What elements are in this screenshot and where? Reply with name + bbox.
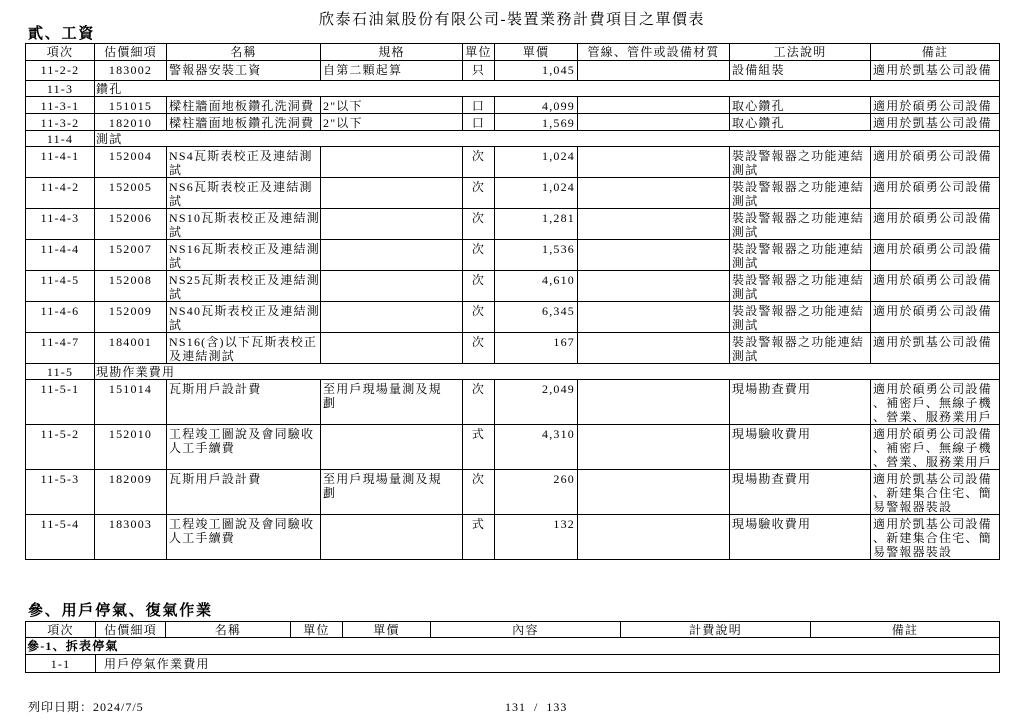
table-row <box>26 61 1000 81</box>
group-row <box>26 131 1000 147</box>
table-header-row <box>26 44 1000 61</box>
item-name-cell: NS40瓦斯表校正及連結測試 <box>167 302 321 333</box>
item-number-cell: 11-2-2 <box>26 61 95 81</box>
estimate-code-cell: 182010 <box>95 114 167 131</box>
method-description-cell: 裝設警報器之功能連結測試 <box>730 209 871 240</box>
remarks-cell: 適用於碩勇公司設備、補密戶、無線子機、營業、服務業用戶 <box>871 380 1000 425</box>
estimate-code-cell: 183002 <box>95 61 167 81</box>
method-description-cell: 現場勘查費用 <box>730 470 871 515</box>
material-cell <box>578 333 730 364</box>
group-number-cell: 11-5 <box>26 364 95 380</box>
remarks-cell: 適用於碩勇公司設備 <box>871 97 1000 114</box>
column-header-unit: 單位 <box>463 44 495 61</box>
item-number-cell: 11-5-4 <box>26 515 95 560</box>
remarks-cell: 適用於碩勇公司設備 <box>871 209 1000 240</box>
item-name-cell: NS16瓦斯表校正及連結測試 <box>167 240 321 271</box>
unit-price-cell: 4,610 <box>495 271 578 302</box>
remarks-cell: 適用於凱基公司設備 <box>871 114 1000 131</box>
unit-price-cell: 1,536 <box>495 240 578 271</box>
material-cell <box>578 97 730 114</box>
table-row <box>26 380 1000 425</box>
method-description-cell: 取心鑽孔 <box>730 114 871 131</box>
document-title: 欣泰石油氣股份有限公司-裝置業務計費項目之單價表 <box>319 12 705 28</box>
specification-cell <box>321 178 463 209</box>
material-cell <box>578 114 730 131</box>
remarks-cell: 適用於碩勇公司設備 <box>871 240 1000 271</box>
unit-price-cell: 1,045 <box>495 61 578 81</box>
unit-price-cell: 1,024 <box>495 178 578 209</box>
item-number-cell: 11-4-6 <box>26 302 95 333</box>
estimate-code-cell: 151014 <box>95 380 167 425</box>
column-header-item-name: 名稱 <box>166 622 291 638</box>
unit-cell: 口 <box>463 114 495 131</box>
column-header-item-number: 項次 <box>26 44 95 61</box>
item-name-cell: NS4瓦斯表校正及連結測試 <box>167 147 321 178</box>
group-row <box>26 81 1000 97</box>
unit-cell: 式 <box>463 515 495 560</box>
material-cell <box>578 240 730 271</box>
column-header-remarks: 備註 <box>871 44 1000 61</box>
specification-cell: 2"以下 <box>321 114 463 131</box>
page-number: 131 / 133 <box>505 700 568 714</box>
remarks-cell: 適用於碩勇公司設備、補密戶、無線子機、營業、服務業用戶 <box>871 425 1000 470</box>
item-number-cell: 11-3-2 <box>26 114 95 131</box>
specification-cell: 至用戶現場量測及規劃 <box>321 380 463 425</box>
method-description-cell: 現場勘查費用 <box>730 380 871 425</box>
unit-price-cell: 4,099 <box>495 97 578 114</box>
material-cell <box>578 380 730 425</box>
unit-cell: 次 <box>463 302 495 333</box>
group-number-cell: 11-4 <box>26 131 95 147</box>
unit-cell: 只 <box>463 61 495 81</box>
specification-cell <box>321 333 463 364</box>
method-description-cell: 裝設警報器之功能連結測試 <box>730 147 871 178</box>
material-cell <box>578 178 730 209</box>
remarks-cell: 適用於碩勇公司設備 <box>871 271 1000 302</box>
table-row <box>26 515 1000 560</box>
material-cell <box>578 425 730 470</box>
column-header-remarks: 備註 <box>811 622 1000 638</box>
material-cell <box>578 61 730 81</box>
unit-price-cell: 1,024 <box>495 147 578 178</box>
group-row <box>26 364 1000 380</box>
column-header-estimate-code: 估價細項 <box>95 44 167 61</box>
subsection-label-cell: 參-1、拆表停氣 <box>26 638 1000 655</box>
unit-price-cell: 1,569 <box>495 114 578 131</box>
material-cell <box>578 302 730 333</box>
estimate-code-cell: 183003 <box>95 515 167 560</box>
column-header-item-name: 名稱 <box>167 44 321 61</box>
estimate-code-cell: 152005 <box>95 178 167 209</box>
material-cell <box>578 271 730 302</box>
unit-cell: 次 <box>463 333 495 364</box>
item-name-cell: NS6瓦斯表校正及連結測試 <box>167 178 321 209</box>
item-name-cell: 樑柱牆面地板鑽孔洗洞費 <box>167 114 321 131</box>
table-row <box>26 114 1000 131</box>
specification-cell: 2"以下 <box>321 97 463 114</box>
method-description-cell: 設備組裝 <box>730 61 871 81</box>
unit-cell: 次 <box>463 209 495 240</box>
method-description-cell: 取心鑽孔 <box>730 97 871 114</box>
column-header-billing-description: 計費說明 <box>621 622 811 638</box>
item-name-cell: 瓦斯用戶設計費 <box>167 470 321 515</box>
unit-price-cell: 167 <box>495 333 578 364</box>
print-date-label: 列印日期： <box>28 700 94 714</box>
item-number-cell: 11-4-5 <box>26 271 95 302</box>
table-row <box>26 147 1000 178</box>
group-label-cell: 用戶停氣作業費用 <box>96 655 1000 673</box>
specification-cell <box>321 240 463 271</box>
column-header-item-number: 項次 <box>26 622 96 638</box>
print-date <box>28 700 144 714</box>
estimate-code-cell: 152009 <box>95 302 167 333</box>
table-row <box>26 209 1000 240</box>
table-row <box>26 240 1000 271</box>
estimate-code-cell: 184001 <box>95 333 167 364</box>
column-header-unit: 單位 <box>291 622 343 638</box>
unit-price-cell: 260 <box>495 470 578 515</box>
unit-cell: 次 <box>463 240 495 271</box>
column-header-method-description: 工法說明 <box>730 44 871 61</box>
item-name-cell: 工程竣工圖說及會同驗收人工手續費 <box>167 425 321 470</box>
specification-cell <box>321 271 463 302</box>
section-heading-wages: 貳、工資 <box>28 26 96 42</box>
unit-price-cell: 132 <box>495 515 578 560</box>
remarks-cell: 適用於凱基公司設備 <box>871 61 1000 81</box>
item-number-cell: 11-5-1 <box>26 380 95 425</box>
group-row <box>26 655 1000 673</box>
unit-cell: 口 <box>463 97 495 114</box>
method-description-cell: 裝設警報器之功能連結測試 <box>730 178 871 209</box>
column-header-estimate-code: 估價細項 <box>96 622 166 638</box>
item-name-cell: NS10瓦斯表校正及連結測試 <box>167 209 321 240</box>
column-header-specification: 規格 <box>321 44 463 61</box>
table-row <box>26 271 1000 302</box>
remarks-cell: 適用於凱基公司設備、新建集合住宅、簡易警報器裝設 <box>871 515 1000 560</box>
specification-cell <box>321 147 463 178</box>
column-header-content: 內容 <box>431 622 621 638</box>
remarks-cell: 適用於碩勇公司設備 <box>871 178 1000 209</box>
item-number-cell: 11-4-2 <box>26 178 95 209</box>
table-row <box>26 178 1000 209</box>
unit-cell: 次 <box>463 380 495 425</box>
table-header-row <box>26 622 1000 638</box>
group-label-cell: 現勘作業費用 <box>95 364 1000 380</box>
remarks-cell: 適用於凱基公司設備、新建集合住宅、簡易警報器裝設 <box>871 470 1000 515</box>
item-number-cell: 11-4-4 <box>26 240 95 271</box>
estimate-code-cell: 152007 <box>95 240 167 271</box>
material-cell <box>578 470 730 515</box>
column-header-unit-price: 單價 <box>343 622 431 638</box>
table-row <box>26 333 1000 364</box>
unit-price-cell: 2,049 <box>495 380 578 425</box>
column-header-unit-price: 單價 <box>495 44 578 61</box>
material-cell <box>578 147 730 178</box>
column-header-material: 管線、管件或設備材質 <box>578 44 730 61</box>
specification-cell <box>321 209 463 240</box>
unit-price-cell: 4,310 <box>495 425 578 470</box>
specification-cell <box>321 515 463 560</box>
table-row <box>26 470 1000 515</box>
specification-cell: 至用戶現場量測及規劃 <box>321 470 463 515</box>
group-number-cell: 1-1 <box>26 655 96 673</box>
unit-cell: 次 <box>463 178 495 209</box>
item-name-cell: 工程竣工圖說及會同驗收人工手續費 <box>167 515 321 560</box>
group-label-cell: 鑽孔 <box>95 81 1000 97</box>
item-number-cell: 11-3-1 <box>26 97 95 114</box>
item-name-cell: NS25瓦斯表校正及連結測試 <box>167 271 321 302</box>
item-number-cell: 11-4-7 <box>26 333 95 364</box>
section-heading-gas-stop: 參、用戶停氣、復氣作業 <box>28 603 213 619</box>
unit-cell: 次 <box>463 470 495 515</box>
item-number-cell: 11-5-3 <box>26 470 95 515</box>
item-number-cell: 11-4-3 <box>26 209 95 240</box>
print-date-value: 2024/7/5 <box>93 700 144 714</box>
specification-cell: 自第二顆起算 <box>321 61 463 81</box>
item-number-cell: 11-4-1 <box>26 147 95 178</box>
remarks-cell: 適用於凱基公司設備 <box>871 333 1000 364</box>
item-name-cell: 瓦斯用戶設計費 <box>167 380 321 425</box>
unit-cell: 次 <box>463 271 495 302</box>
estimate-code-cell: 152010 <box>95 425 167 470</box>
wages-price-table <box>25 43 1000 560</box>
material-cell <box>578 209 730 240</box>
item-name-cell: 警報器安裝工資 <box>167 61 321 81</box>
estimate-code-cell: 152008 <box>95 271 167 302</box>
table-row <box>26 425 1000 470</box>
item-name-cell: NS16(含)以下瓦斯表校正及連結測試 <box>167 333 321 364</box>
unit-price-cell: 1,281 <box>495 209 578 240</box>
method-description-cell: 裝設警報器之功能連結測試 <box>730 333 871 364</box>
table-row <box>26 97 1000 114</box>
unit-cell: 次 <box>463 147 495 178</box>
item-name-cell: 樑柱牆面地板鑽孔洗洞費 <box>167 97 321 114</box>
group-number-cell: 11-3 <box>26 81 95 97</box>
method-description-cell: 現場驗收費用 <box>730 515 871 560</box>
specification-cell <box>321 302 463 333</box>
remarks-cell: 適用於碩勇公司設備 <box>871 302 1000 333</box>
remarks-cell: 適用於碩勇公司設備 <box>871 147 1000 178</box>
estimate-code-cell: 152006 <box>95 209 167 240</box>
estimate-code-cell: 182009 <box>95 470 167 515</box>
material-cell <box>578 515 730 560</box>
method-description-cell: 裝設警報器之功能連結測試 <box>730 302 871 333</box>
specification-cell <box>321 425 463 470</box>
method-description-cell: 現場驗收費用 <box>730 425 871 470</box>
group-label-cell: 測試 <box>95 131 1000 147</box>
estimate-code-cell: 152004 <box>95 147 167 178</box>
unit-price-cell: 6,345 <box>495 302 578 333</box>
method-description-cell: 裝設警報器之功能連結測試 <box>730 271 871 302</box>
estimate-code-cell: 151015 <box>95 97 167 114</box>
gas-stop-price-table <box>25 621 1000 673</box>
table-row <box>26 302 1000 333</box>
item-number-cell: 11-5-2 <box>26 425 95 470</box>
unit-cell: 式 <box>463 425 495 470</box>
subsection-row <box>26 638 1000 655</box>
method-description-cell: 裝設警報器之功能連結測試 <box>730 240 871 271</box>
